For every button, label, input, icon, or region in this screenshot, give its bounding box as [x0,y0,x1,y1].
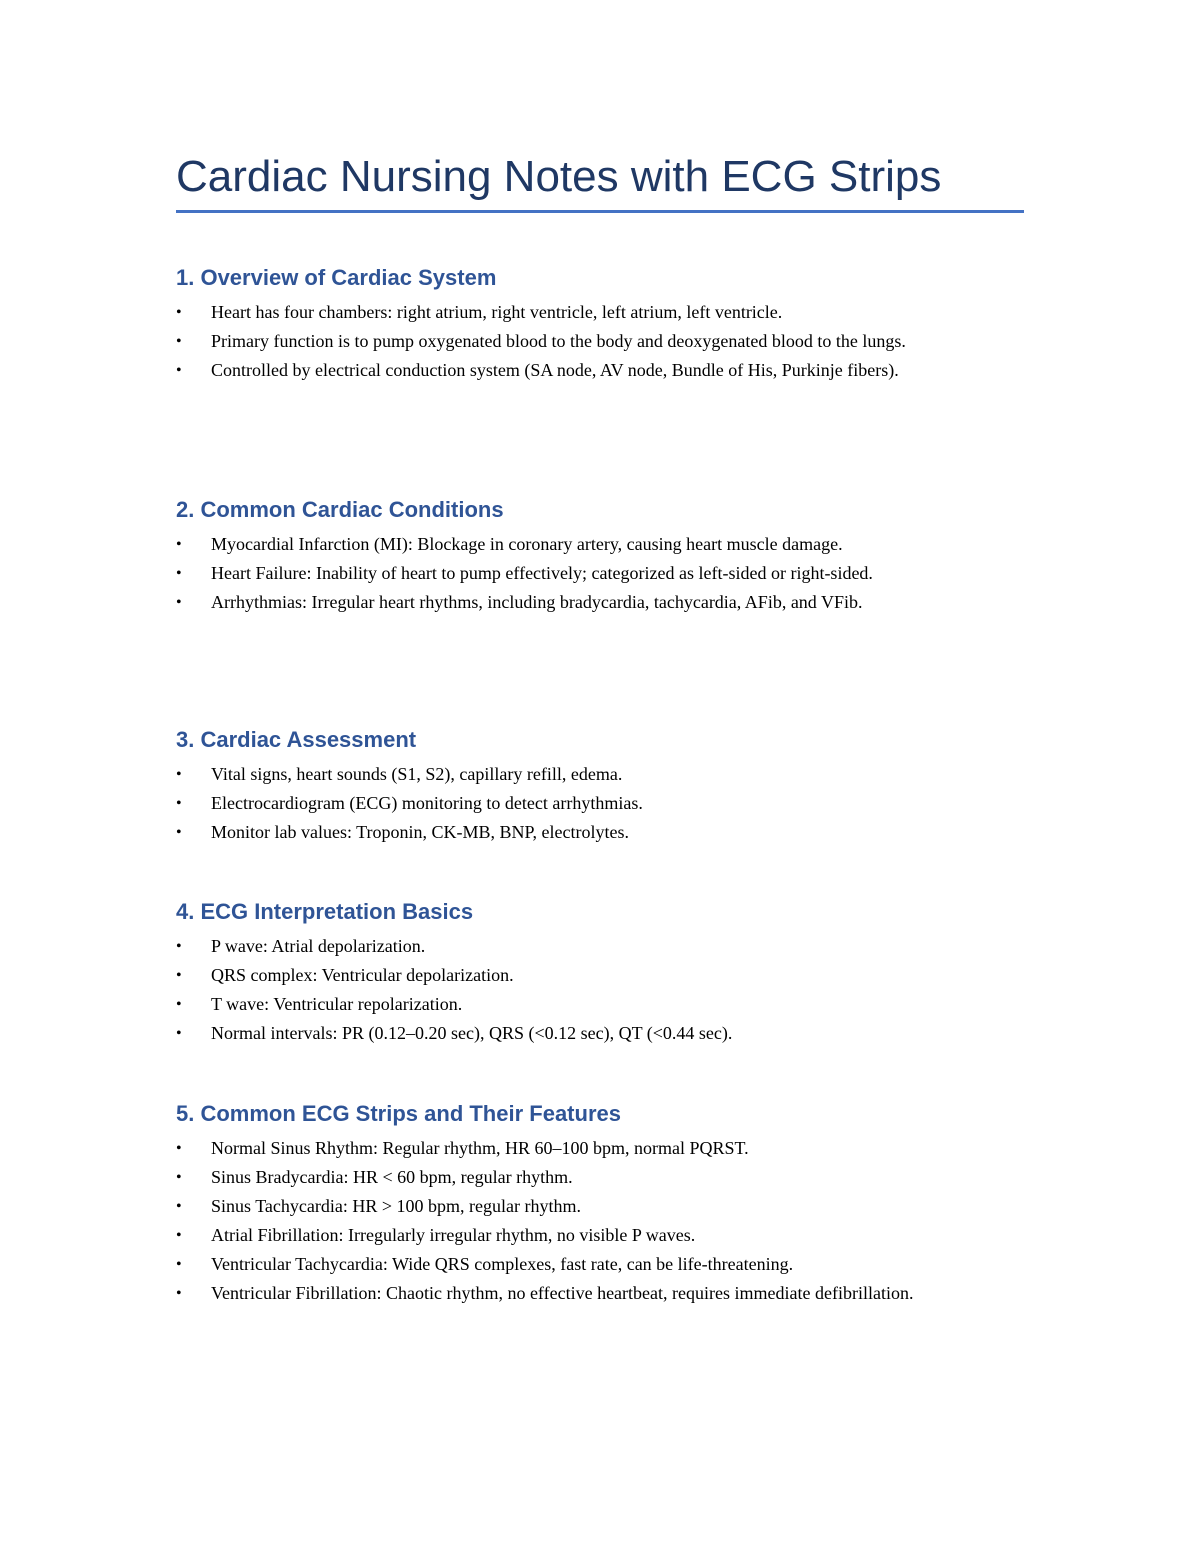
section-assessment [176,726,1026,847]
bullet-icon: • [176,333,182,350]
list-item [176,530,1026,559]
bullet-list [176,932,1026,1048]
list-item-text: Normal intervals: PR (0.12–0.20 sec), QRS (<0.12 sec), QT (<0.44 sec). [211,1023,733,1043]
bullet-icon: • [176,824,182,841]
list-item [176,1163,1026,1192]
list-item [176,298,1026,327]
bullet-icon: • [176,766,182,783]
list-item-text: T wave: Ventricular repolarization. [211,994,463,1014]
list-item-text: Arrhythmias: Irregular heart rhythms, including bradycardia, tachycardia, AFib, and VFib. [211,592,863,612]
title-underline-rule [176,210,1024,213]
list-item-text: Atrial Fibrillation: Irregularly irregular rhythm, no visible P waves. [211,1225,696,1245]
list-item-text: Controlled by electrical conduction system (SA node, AV node, Bundle of His, Purkinje fibers). [211,360,899,380]
list-item-text: Sinus Bradycardia: HR < 60 bpm, regular rhythm. [211,1167,573,1187]
list-item-text: Normal Sinus Rhythm: Regular rhythm, HR 60–100 bpm, normal PQRST. [211,1138,749,1158]
bullet-list [176,530,1026,617]
list-item-text: Primary function is to pump oxygenated blood to the body and deoxygenated blood to the lungs. [211,331,906,351]
bullet-icon: • [176,996,182,1013]
section-conditions [176,496,1026,617]
list-item-text: QRS complex: Ventricular depolarization. [211,965,514,985]
section-ecg-strips [176,1100,1026,1308]
section-overview [176,264,1026,385]
list-item-text: Sinus Tachycardia: HR > 100 bpm, regular rhythm. [211,1196,581,1216]
list-item [176,760,1026,789]
list-item-text: Monitor lab values: Troponin, CK-MB, BNP, electrolytes. [211,822,629,842]
bullet-icon: • [176,536,182,553]
list-item-text: Vital signs, heart sounds (S1, S2), capillary refill, edema. [211,764,623,784]
list-item [176,818,1026,847]
bullet-icon: • [176,1169,182,1186]
list-item [176,1192,1026,1221]
list-item-text: Heart has four chambers: right atrium, right ventricle, left atrium, left ventricle. [211,302,783,322]
list-item-text: Ventricular Fibrillation: Chaotic rhythm, no effective heartbeat, requires immediate defibrillation. [211,1283,914,1303]
section-heading: 5. Common ECG Strips and Their Features [176,1101,621,1126]
list-item-text: P wave: Atrial depolarization. [211,936,426,956]
bullet-list [176,760,1026,847]
section-heading: 1. Overview of Cardiac System [176,265,497,290]
document-title: Cardiac Nursing Notes with ECG Strips [176,152,942,201]
list-item [176,1279,1026,1308]
bullet-list [176,298,1026,385]
list-item [176,789,1026,818]
list-item [176,327,1026,356]
bullet-icon: • [176,304,182,321]
list-item [176,1221,1026,1250]
list-item [176,932,1026,961]
bullet-icon: • [176,1025,182,1042]
list-item [176,961,1026,990]
bullet-icon: • [176,1198,182,1215]
bullet-icon: • [176,1140,182,1157]
bullet-icon: • [176,1227,182,1244]
bullet-icon: • [176,1256,182,1273]
bullet-icon: • [176,967,182,984]
list-item [176,990,1026,1019]
bullet-icon: • [176,565,182,582]
bullet-icon: • [176,1285,182,1302]
bullet-icon: • [176,795,182,812]
bullet-icon: • [176,362,182,379]
section-heading: 4. ECG Interpretation Basics [176,899,474,924]
section-ecg-basics [176,898,1026,1048]
list-item-text: Heart Failure: Inability of heart to pump effectively; categorized as left-sided or right-sided. [211,563,873,583]
list-item [176,1019,1026,1048]
bullet-list [176,1134,1026,1308]
list-item [176,1250,1026,1279]
list-item [176,588,1026,617]
bullet-icon: • [176,938,182,955]
list-item [176,559,1026,588]
bullet-icon: • [176,594,182,611]
list-item [176,1134,1026,1163]
list-item-text: Myocardial Infarction (MI): Blockage in coronary artery, causing heart muscle damage. [211,534,843,554]
section-heading: 2. Common Cardiac Conditions [176,497,504,522]
section-heading: 3. Cardiac Assessment [176,727,417,752]
list-item-text: Ventricular Tachycardia: Wide QRS complexes, fast rate, can be life-threatening. [211,1254,794,1274]
list-item-text: Electrocardiogram (ECG) monitoring to detect arrhythmias. [211,793,643,813]
list-item [176,356,1026,385]
